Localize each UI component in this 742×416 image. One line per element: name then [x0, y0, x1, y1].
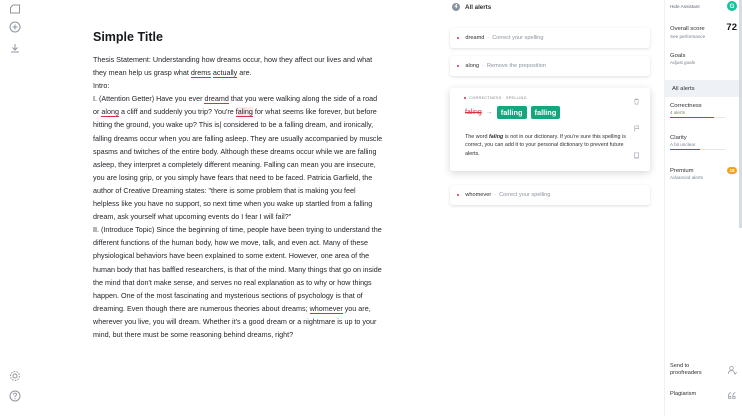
sidebar-item-label: All alerts [672, 85, 695, 92]
text-run: for what seems like forever, but before hitting the ground, you wake up? This is| considered to be a falling dream, and ironically, falling dreams occur when you are falling asleep. They are usually accompanied by muscle spasms and twitches of the entire body. Although these dreams occur while we are falling asleep, they interpret a completely different meaning. Falling can mean you are insecure, you are losing grip, or you simply have fears that need to be faced. Patricia Garfield, the author of Creative Dreaming states: "there is some problem that is making you feel helpless like you have no support, so next time when you wake up startled from a falling dream, ask yourself what upcoming events do I fear I will fail?" [93, 107, 383, 222]
alert-card[interactable] [450, 56, 650, 76]
overall-score-label: Overall score [670, 26, 705, 32]
add-to-dictionary-icon[interactable] [632, 151, 640, 159]
alerts-header [452, 1, 491, 13]
document-icon[interactable] [8, 2, 22, 16]
document-editor[interactable] [93, 0, 393, 416]
alert-word: along [465, 63, 480, 69]
grammarly-logo-icon: G [727, 1, 737, 11]
spelling-error-whomever[interactable]: whomever [309, 303, 343, 313]
text-run: II. (Introduce Topic) Since the beginning of time, people have been trying to understand the different functions of the human body, how we move, talk, and even act. Many of these physiological behaviors have been explained to some extent. However, one area of the human body that has baffled researchers, is that of the mind. Many things that go on inside the mind that don't make sense, and serves no real explanation as to why or how things happen. One of the most fascinating and mysterious sections of psychology is that of dreaming. Even though there are numerous theories about dreams; [93, 225, 382, 313]
paragraph-attention-getter [93, 94, 382, 221]
correctness-label: Correctness [670, 103, 702, 109]
grammar-error-along[interactable]: along [101, 107, 119, 117]
premium-sub: Advanced alerts [670, 175, 703, 180]
alert-category-label: CORRECTNESS · SPELLING [469, 96, 527, 100]
alert-dot [464, 97, 466, 99]
premium-label: Premium [670, 168, 694, 174]
text-run: Thesis Statement: Understanding how dreams occur, how they affect our lives and what they mean help us grasp what [93, 55, 373, 78]
alert-separator: · [494, 192, 497, 198]
suggestion-button[interactable]: falling [531, 106, 561, 119]
spelling-error-drems[interactable]: drems [190, 68, 211, 78]
alert-separator: · [487, 35, 490, 41]
overall-score-row [670, 22, 737, 33]
goals[interactable] [670, 53, 737, 65]
clarity-meter-fill [670, 149, 700, 150]
text-run: I. (Attention Getter) Have you ever [93, 94, 205, 104]
overall-score[interactable] [670, 22, 737, 39]
alert-separator: · [482, 63, 484, 69]
hide-assistant-link[interactable]: Hide Assistant [670, 3, 700, 9]
alert-category [464, 96, 527, 100]
text-run: faling [488, 134, 504, 140]
premium-count-badge: 18 [727, 167, 737, 174]
alert-card[interactable] [450, 28, 650, 48]
new-document-icon[interactable] [8, 20, 22, 34]
flag-icon[interactable] [632, 124, 640, 132]
spelling-error-faling[interactable]: faling [235, 107, 253, 117]
alerts-count-badge: 4 [452, 3, 460, 11]
arrow-right-icon: → [485, 109, 493, 116]
alert-dot [457, 65, 459, 67]
adjust-goals-link[interactable]: Adjust goals [670, 60, 696, 65]
left-rail [0, 0, 30, 416]
clarity-issue-actually[interactable]: actually [212, 68, 238, 78]
plagiarism-check[interactable] [670, 389, 737, 400]
alert-hint: Remove the preposition [486, 63, 547, 69]
clarity-meter [670, 149, 725, 150]
overall-score-value: 72 [726, 22, 737, 33]
paragraph-thesis [93, 55, 372, 78]
text-run: a cliff and suddenly you trip? You're [118, 107, 236, 117]
sidebar-top [670, 0, 737, 12]
suggestion-button[interactable]: falling [497, 106, 527, 119]
sidebar-item-all-alerts[interactable] [665, 80, 742, 97]
alert-dot [457, 194, 459, 196]
correctness-meter [670, 117, 725, 118]
plagiarism-label: Plagiarism [670, 390, 697, 397]
alerts-panel [448, 0, 652, 416]
spelling-error-dreamd[interactable]: dreamd [204, 94, 229, 104]
alert-card-expanded[interactable] [450, 88, 650, 171]
correctness-sub: 4 alerts [670, 110, 686, 115]
alert-hint: Correct your spelling [499, 192, 551, 198]
assistant-sidebar [664, 0, 742, 416]
sidebar-item-clarity[interactable] [670, 135, 737, 150]
document-title[interactable]: Simple Title [93, 30, 163, 44]
paragraph-intro-label: Intro: [93, 81, 110, 91]
original-word: faling [465, 109, 482, 116]
suggestion-row [465, 106, 560, 119]
text-run: that you were walking along the side of a road or [93, 94, 378, 117]
alert-word: dreamd [465, 35, 485, 41]
text-run: is not in our dictionary. If you're sure this spelling is correct, you can add it to your personal dictionary to prevent future alerts. [465, 134, 626, 157]
download-icon[interactable] [8, 41, 22, 55]
clarity-label: Clarity [670, 135, 687, 141]
trash-icon[interactable] [632, 97, 640, 105]
goals-label: Goals [670, 53, 686, 59]
paragraph-introduce-topic [93, 225, 382, 339]
alert-dot [457, 37, 459, 39]
clarity-sub: A bit unclear [670, 142, 696, 147]
premium-row [670, 167, 737, 174]
send-to-proofreaders[interactable] [670, 363, 737, 377]
text-run: are. [237, 68, 252, 78]
alert-explanation [465, 133, 628, 158]
proofreaders-label: Send to proofreaders [670, 363, 702, 377]
correctness-meter-fill [670, 117, 714, 118]
alert-word: whomever [465, 192, 492, 198]
quote-icon [726, 389, 737, 400]
alerts-title: All alerts [465, 3, 492, 11]
alert-hint: Correct your spelling [492, 35, 544, 41]
text-run: The word [465, 134, 489, 140]
document-body[interactable] [93, 53, 383, 341]
settings-gear-icon[interactable] [8, 369, 22, 383]
text-run: you are, wherever you live, you will dream. Whether it's a good dream or a nightmare is up to your mind, but there must be some reasoning behind dreams, right? [93, 303, 377, 339]
proofreader-person-icon [726, 365, 737, 376]
help-icon[interactable] [8, 389, 22, 403]
sidebar-item-premium[interactable] [670, 167, 737, 180]
alert-card[interactable] [450, 185, 650, 205]
see-performance-link[interactable]: See performance [670, 34, 706, 39]
sidebar-item-correctness[interactable] [670, 103, 737, 118]
